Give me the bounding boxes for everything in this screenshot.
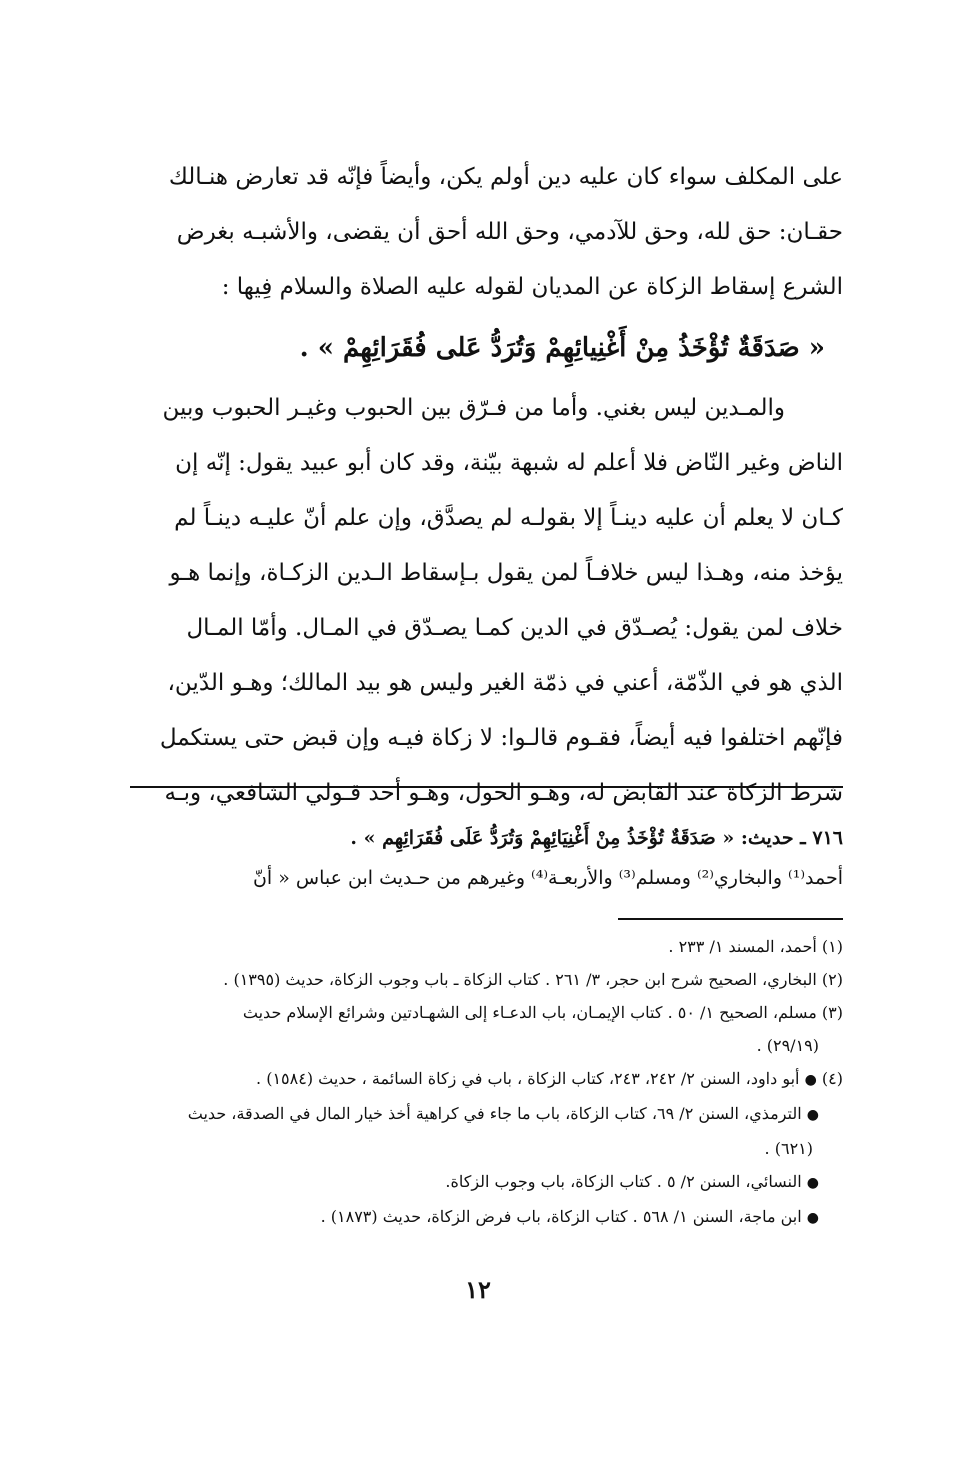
footnote-3: (٣) مسلم، الصحيح ١/ ٥٠ . كتاب الإيمـان، باب الدعـاء إلى الشهـادتين وشرائع الإسلام حديث	[242, 1003, 843, 1022]
footnote-4-abu-dawud	[118, 1062, 843, 1097]
bullet-icon: ●	[806, 1175, 819, 1191]
text-line: على المكلف سواء كان عليه دين أولم يكن، وأيضاً فإنّه قد تعارض هنـالك	[168, 164, 843, 190]
text-line: يؤخذ منه، وهـذا ليس خلافـاً لمن يقول بـإسقاط الـدين الزكـاة، وإنما هـو	[169, 560, 843, 586]
text-line: الناض وغير النّاض فلا أعلم له شبهة بيّنة، وقد كان أبو عبيد يقول: إنّه إن	[175, 450, 843, 476]
footnote-3-continued: (٢٩/١٩) .	[756, 1036, 819, 1055]
text-line: حقـان: حق لله، وحق للآدمي، وحق الله أحق أن يقضى، والأشبـه بغرض	[176, 219, 843, 245]
footnotes	[118, 930, 843, 1235]
hadith-sources: أحمد⁽¹⁾ والبخاري⁽²⁾ ومسلم⁽³⁾ والأربعـة⁽⁴⁾ وغيرهم من حـديث ابن عباس « أنّ	[252, 867, 843, 889]
paragraph-2	[118, 381, 843, 821]
text-line: الذي هو في الذّمّة، أعني في ذمّة الغير وليس هو بيد المالك؛ وهـو الدّين،	[167, 670, 843, 696]
hadith-quote: « صَدَقَةٌ تُؤْخَذُ مِنْ أَغْنِيائِهِمْ وَتُرَدُّ عَلى فُقَرَائِهِمْ » .	[299, 333, 825, 363]
footnote-4-label: (٤)	[821, 1069, 843, 1088]
hadith-heading: ٧١٦ ـ حديث: « صَدَقَةٌ تُؤْخَذُ مِنْ أَغْنِيَائِهِمْ وَتُرَدُّ عَلَى فُقَرَائِهِم » .	[350, 827, 843, 849]
text-line: فإنّهم اختلفوا فيه أيضاً، فقـوم قالـوا: لا زكاة فيـه وإن قبض حتى يستكمل	[159, 725, 843, 751]
bullet-icon: ●	[806, 1107, 819, 1123]
footnote-4-text: أبو داود، السنن ٢/ ٢٤٢، ٢٤٣، كتاب الزكاة ، باب في زكاة السائمة ، حديث (١٥٨٤) .	[256, 1069, 800, 1088]
footnote-4-ibn-majah	[118, 1200, 843, 1235]
bullet-icon: ●	[806, 1210, 819, 1226]
footnote-4-tirmidhi-continued: (٦٢١) .	[764, 1139, 813, 1158]
text-line: الشرع إسقاط الزكاة عن المديان لقوله عليه الصلاة والسلام فِيها :	[221, 274, 843, 300]
text-line: والمـدين ليس بغني. وأما من فـرّق بين الحبوب وغيـر الحبوب وبين	[162, 395, 785, 421]
main-text	[118, 150, 843, 821]
footnote-4-nasai	[118, 1165, 843, 1200]
section-divider	[130, 786, 843, 788]
bullet-icon: ●	[804, 1072, 817, 1088]
text-line: خلاف لمن يقول: يُصـدّق في الدين كمـا يصـدّق في المـال. وأمّا المـال	[186, 615, 843, 641]
page-number: ١٢	[465, 1275, 491, 1304]
footnote-4-tirmidhi	[118, 1097, 843, 1132]
footnote-4-text: ابن ماجة، السنن ١/ ٥٦٨ . كتاب الزكاة، باب فرض الزكاة، حديث (١٨٧٣) .	[320, 1207, 802, 1226]
text-line: كـان لا يعلم أن عليه دينـاً إلا بقولـه لم يصدَّق، وإن علم أنّ عليـه دينـاً لم	[174, 505, 843, 531]
footnote-4-text: الترمذي، السنن ٢/ ٦٩، كتاب الزكاة، باب ما جاء في كراهية أخذ خيار المال في الصدقة، حديث	[187, 1104, 802, 1123]
hadith-commentary	[118, 818, 843, 898]
paragraph-1	[118, 150, 843, 315]
footnote-4-text: النسائي، السنن ٢/ ٥ . كتاب الزكاة، باب وجوب الزكاة.	[445, 1172, 802, 1191]
footnote-2: (٢) البخاري، الصحيح شرح ابن حجر، ٣/ ٢٦١ . كتاب الزكاة ـ باب وجوب الزكاة، حديث (١٣٩٥) .	[223, 970, 843, 989]
footnote-divider	[618, 918, 843, 920]
text-line: شرط الزكاة عند القابض له، وهـو الحول، وهـو أحد قـولي الشافعي، وبـه	[164, 780, 843, 806]
footnote-1: (١) أحمد، المسند ١/ ٢٣٣ .	[668, 937, 843, 956]
